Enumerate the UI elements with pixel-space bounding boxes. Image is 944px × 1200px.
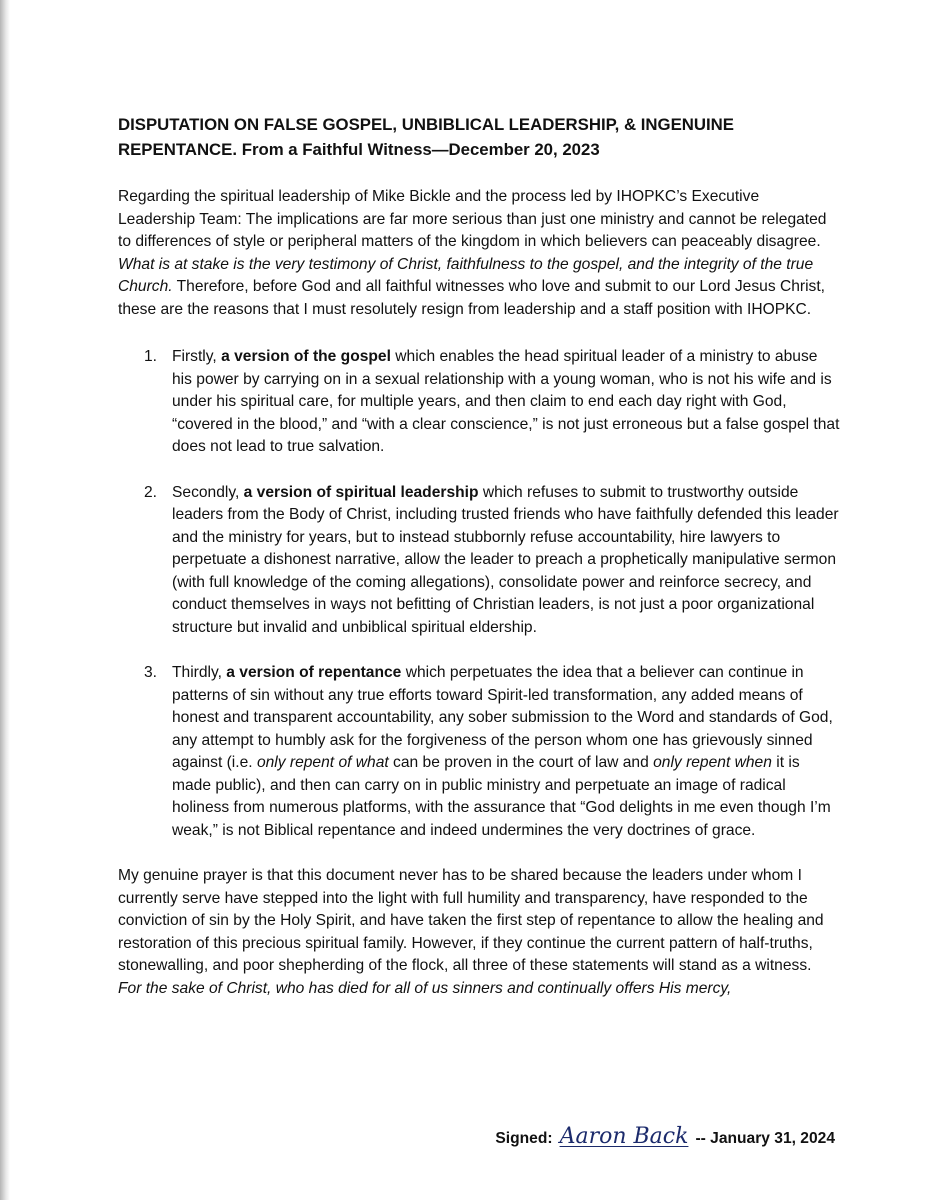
intro-paragraph <box>118 186 840 321</box>
item-lead: Firstly, <box>172 348 222 365</box>
item-italic-a: only repent of what <box>256 754 389 771</box>
intro-text-2: Therefore, before God and all faithful witnesses who love and submit to our Lord Jesus Christ, these are the reasons that I must resolutely resign from leadership and a staff position with IHOPKC. <box>118 278 826 318</box>
item-text: which refuses to submit to trustworthy outside leaders from the Body of Christ, including trusted friends who have faithfully defended this leader and the ministry for years, but to instead stubbornly refuse accountability, hire lawyers to perpetuate a dishonest narrative, allow the leader to preach a prophetically manipulative sermon (with full knowledge of the coming allegations), consolidate power and reinforce secrecy, and conduct themselves in ways not befitting of Christian leaders, is not just a poor organizational structure but invalid and unbiblical spiritual eldership. <box>172 483 839 636</box>
item-number: 2. <box>144 483 158 501</box>
intro-text-1: Regarding the spiritual leadership of Mike Bickle and the process led by IHOPKC’s Executive Leadership Team: The implications are far more serious than just one ministry and cannot be relegated to differences of style or peripheral matters of the kingdom in which believers can peaceably disagree. <box>118 188 827 250</box>
item-text-b: can be proven in the court of law and <box>388 754 654 771</box>
page-edge-shadow <box>0 0 10 1200</box>
signature-date: -- January 31, 2024 <box>695 1130 835 1147</box>
list-item <box>118 482 840 640</box>
item-lead: Secondly, <box>172 483 244 501</box>
document-page <box>118 112 840 1000</box>
reasons-list <box>118 346 840 842</box>
item-text: which enables the head spiritual leader of a ministry to abuse his power by carrying on in a sexual relationship with a young woman, who is not his wife and is under his spiritual care, for multiple years, and then claim to end each day right with God, “covered in the blood,” and “with a clear conscience,” is not just erroneous but a false gospel that does not lead to true salvation. <box>172 348 840 455</box>
item-number: 1. <box>144 348 158 365</box>
item-bold: a version of repentance <box>226 664 402 681</box>
item-bold: a version of the gospel <box>221 348 391 365</box>
item-italic-b: only repent when <box>653 754 772 771</box>
item-bold: a version of spiritual leadership <box>243 483 479 501</box>
list-item <box>118 662 840 842</box>
signature-line <box>495 1124 835 1149</box>
item-lead: Thirdly, <box>172 664 227 681</box>
intro-italic: What is at stake is the very testimony of Christ, faithfulness to the gospel, and the integrity of the true Church. <box>118 255 814 295</box>
document-title: DISPUTATION ON FALSE GOSPEL, UNBIBLICAL LEADERSHIP, & INGENUINE REPENTANCE. From a Faithful Witness—December 20, 2023 <box>118 115 734 159</box>
signature-label: Signed: <box>495 1130 553 1147</box>
signature-name: Aaron Back <box>559 1124 689 1149</box>
item-number: 3. <box>144 664 158 681</box>
item-text-c: it is made public), and then can carry on in public ministry and perpetuate an image of radical holiness from numerous platforms, with the assurance that “God delights in me even though I’m weak,” is not Biblical repentance and indeed undermines the very doctrines of grace. <box>172 754 831 839</box>
item-text-a: which perpetuates the idea that a believer can continue in patterns of sin without any true efforts toward Spirit-led transformation, any added means of honest and transparent accountability, any sober submission to the Word and standards of God, any attempt to humbly ask for the forgiveness of the person whom one has grievously sinned against (i.e. <box>172 664 833 771</box>
closing-italic-line: For the sake of Christ, who has died for all of us sinners and continually offers His mercy, <box>118 979 732 997</box>
closing-paragraph: My genuine prayer is that this document never has to be shared because the leaders under whom I currently serve have stepped into the light with full humility and transparency, have responded to the conviction of sin by the Holy Spirit, and have taken the first step of repentance to allow the healing and restoration of this precious spiritual family. However, if they continue the current pattern of half-truths, stonewalling, and poor shepherding of the flock, all three of these statements will stand as a witness. <box>118 867 824 974</box>
list-item <box>118 346 840 459</box>
